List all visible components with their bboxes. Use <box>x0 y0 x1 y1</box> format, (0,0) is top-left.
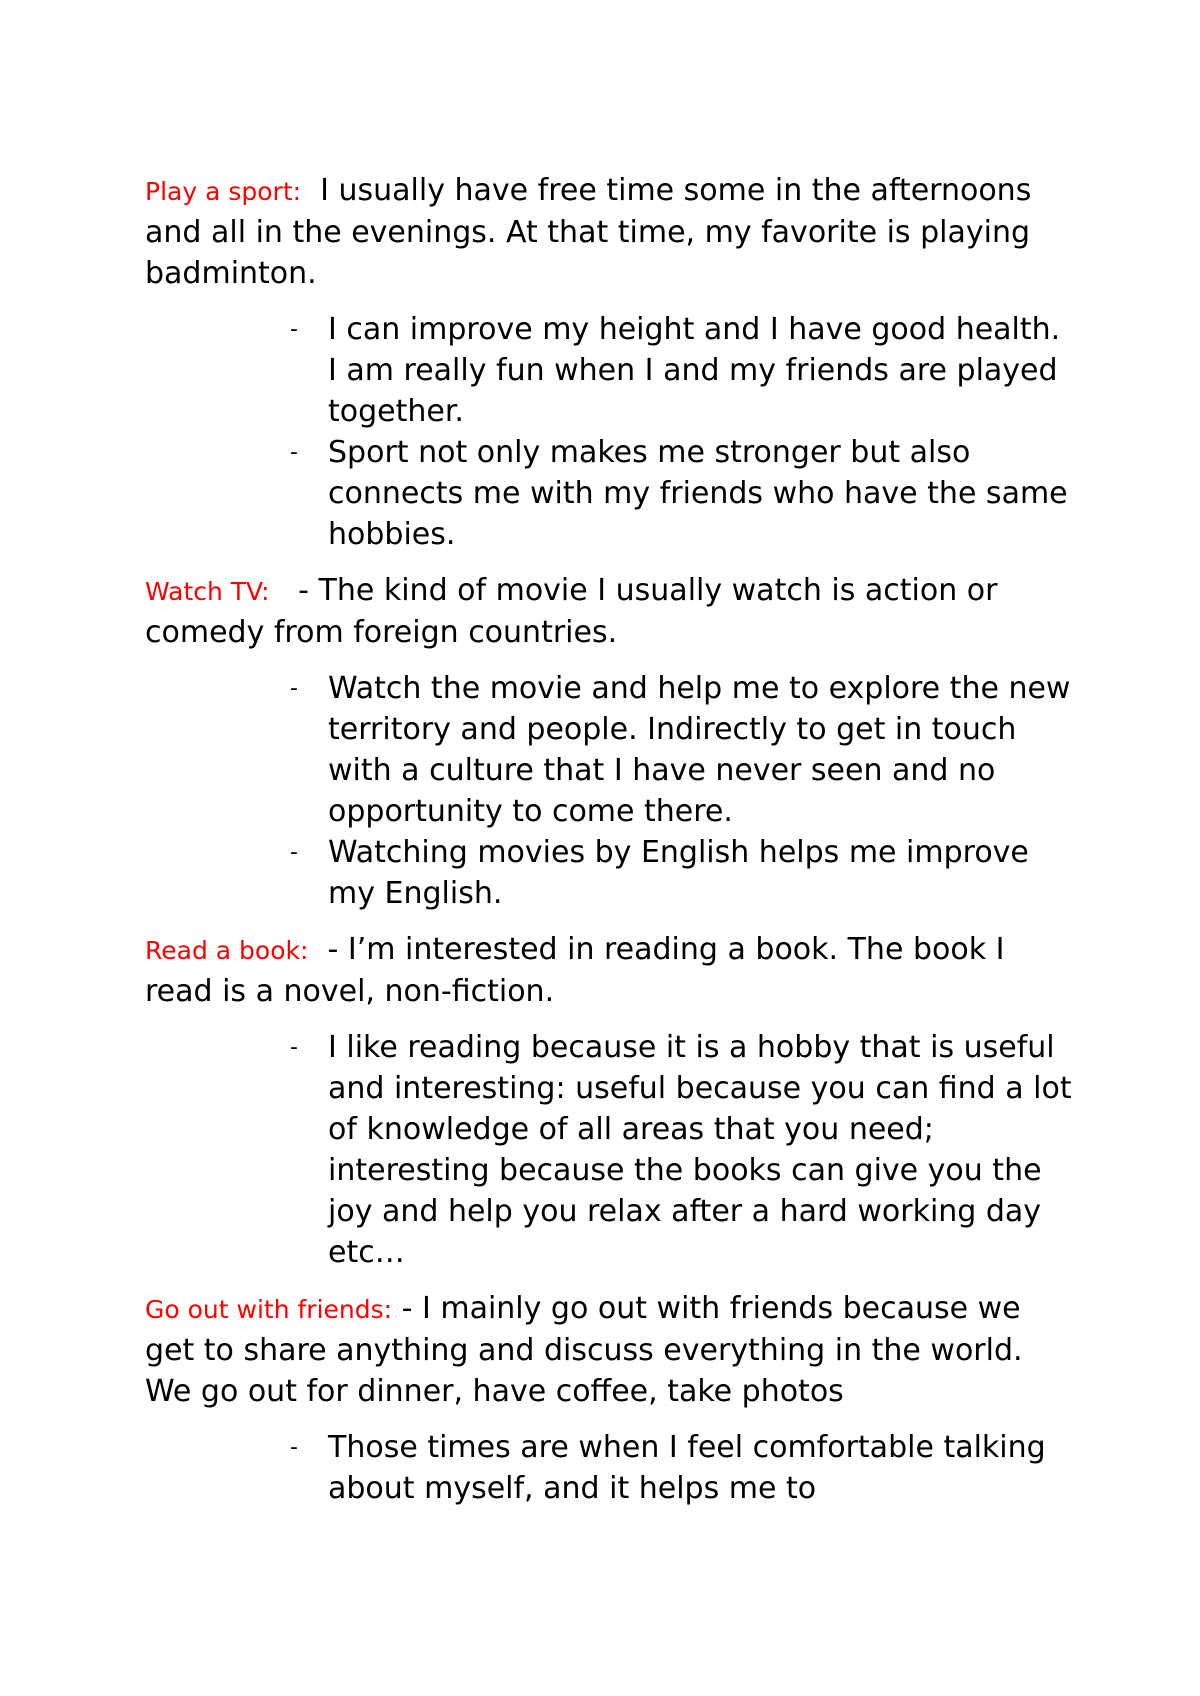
section-label: Read a book: <box>145 936 309 965</box>
bullet-list <box>145 1427 1075 1509</box>
section-intro-text: - I’m interested in reading a book. The book I read is a novel, non-fiction. <box>145 932 1005 1009</box>
list-item-text: I can improve my height and I have good health. I am really fun when I and my friends are played together. <box>328 312 1061 429</box>
list-item-text: I like reading because it is a hobby that is useful and interesting: useful because you can find a lot of knowledge of all areas that you need; interesting because the books can give you the joy and help you relax after a hard working day etc… <box>328 1030 1072 1270</box>
section-watch-tv-intro <box>145 570 1075 653</box>
section-intro-text: - I mainly go out with friends because we get to share anything and discuss everything in the world. We go out for dinner, have coffee, take photos <box>145 1291 1023 1409</box>
section-read-book-intro <box>145 929 1075 1012</box>
list-item <box>145 1427 1075 1509</box>
bullet-dash: - <box>290 440 298 465</box>
section-intro-text: I usually have free time some in the afternoons and all in the evenings. At that time, my favorite is playing badminton. <box>145 173 1032 291</box>
document-page <box>145 170 1075 1524</box>
bullet-dash: - <box>290 1435 298 1460</box>
list-item-text: Watch the movie and help me to explore the new territory and people. Indirectly to get in touch with a culture that I have never seen and no opportunity to come there. <box>328 671 1071 829</box>
section-go-out-intro <box>145 1288 1075 1412</box>
section-label: Go out with friends: <box>145 1295 393 1324</box>
list-item <box>145 309 1075 432</box>
list-item-text: Those times are when I feel comfortable talking about myself, and it helps me to <box>328 1430 1046 1506</box>
section-label: Play a sport: <box>145 177 302 206</box>
list-item <box>145 432 1075 555</box>
bullet-list <box>145 1027 1075 1273</box>
bullet-dash: - <box>290 676 298 701</box>
section-play-sport-intro <box>145 170 1075 294</box>
bullet-list <box>145 668 1075 914</box>
list-item <box>145 832 1075 914</box>
section-intro-text: - The kind of movie I usually watch is action or comedy from foreign countries. <box>145 573 998 650</box>
list-item <box>145 668 1075 832</box>
section-label: Watch TV: <box>145 577 270 606</box>
bullet-dash: - <box>290 840 298 865</box>
list-item-text: Watching movies by English helps me improve my English. <box>328 835 1029 911</box>
list-item <box>145 1027 1075 1273</box>
bullet-list <box>145 309 1075 555</box>
bullet-dash: - <box>290 1035 298 1060</box>
bullet-dash: - <box>290 317 298 342</box>
list-item-text: Sport not only makes me stronger but also connects me with my friends who have the same hobbies. <box>328 435 1068 552</box>
